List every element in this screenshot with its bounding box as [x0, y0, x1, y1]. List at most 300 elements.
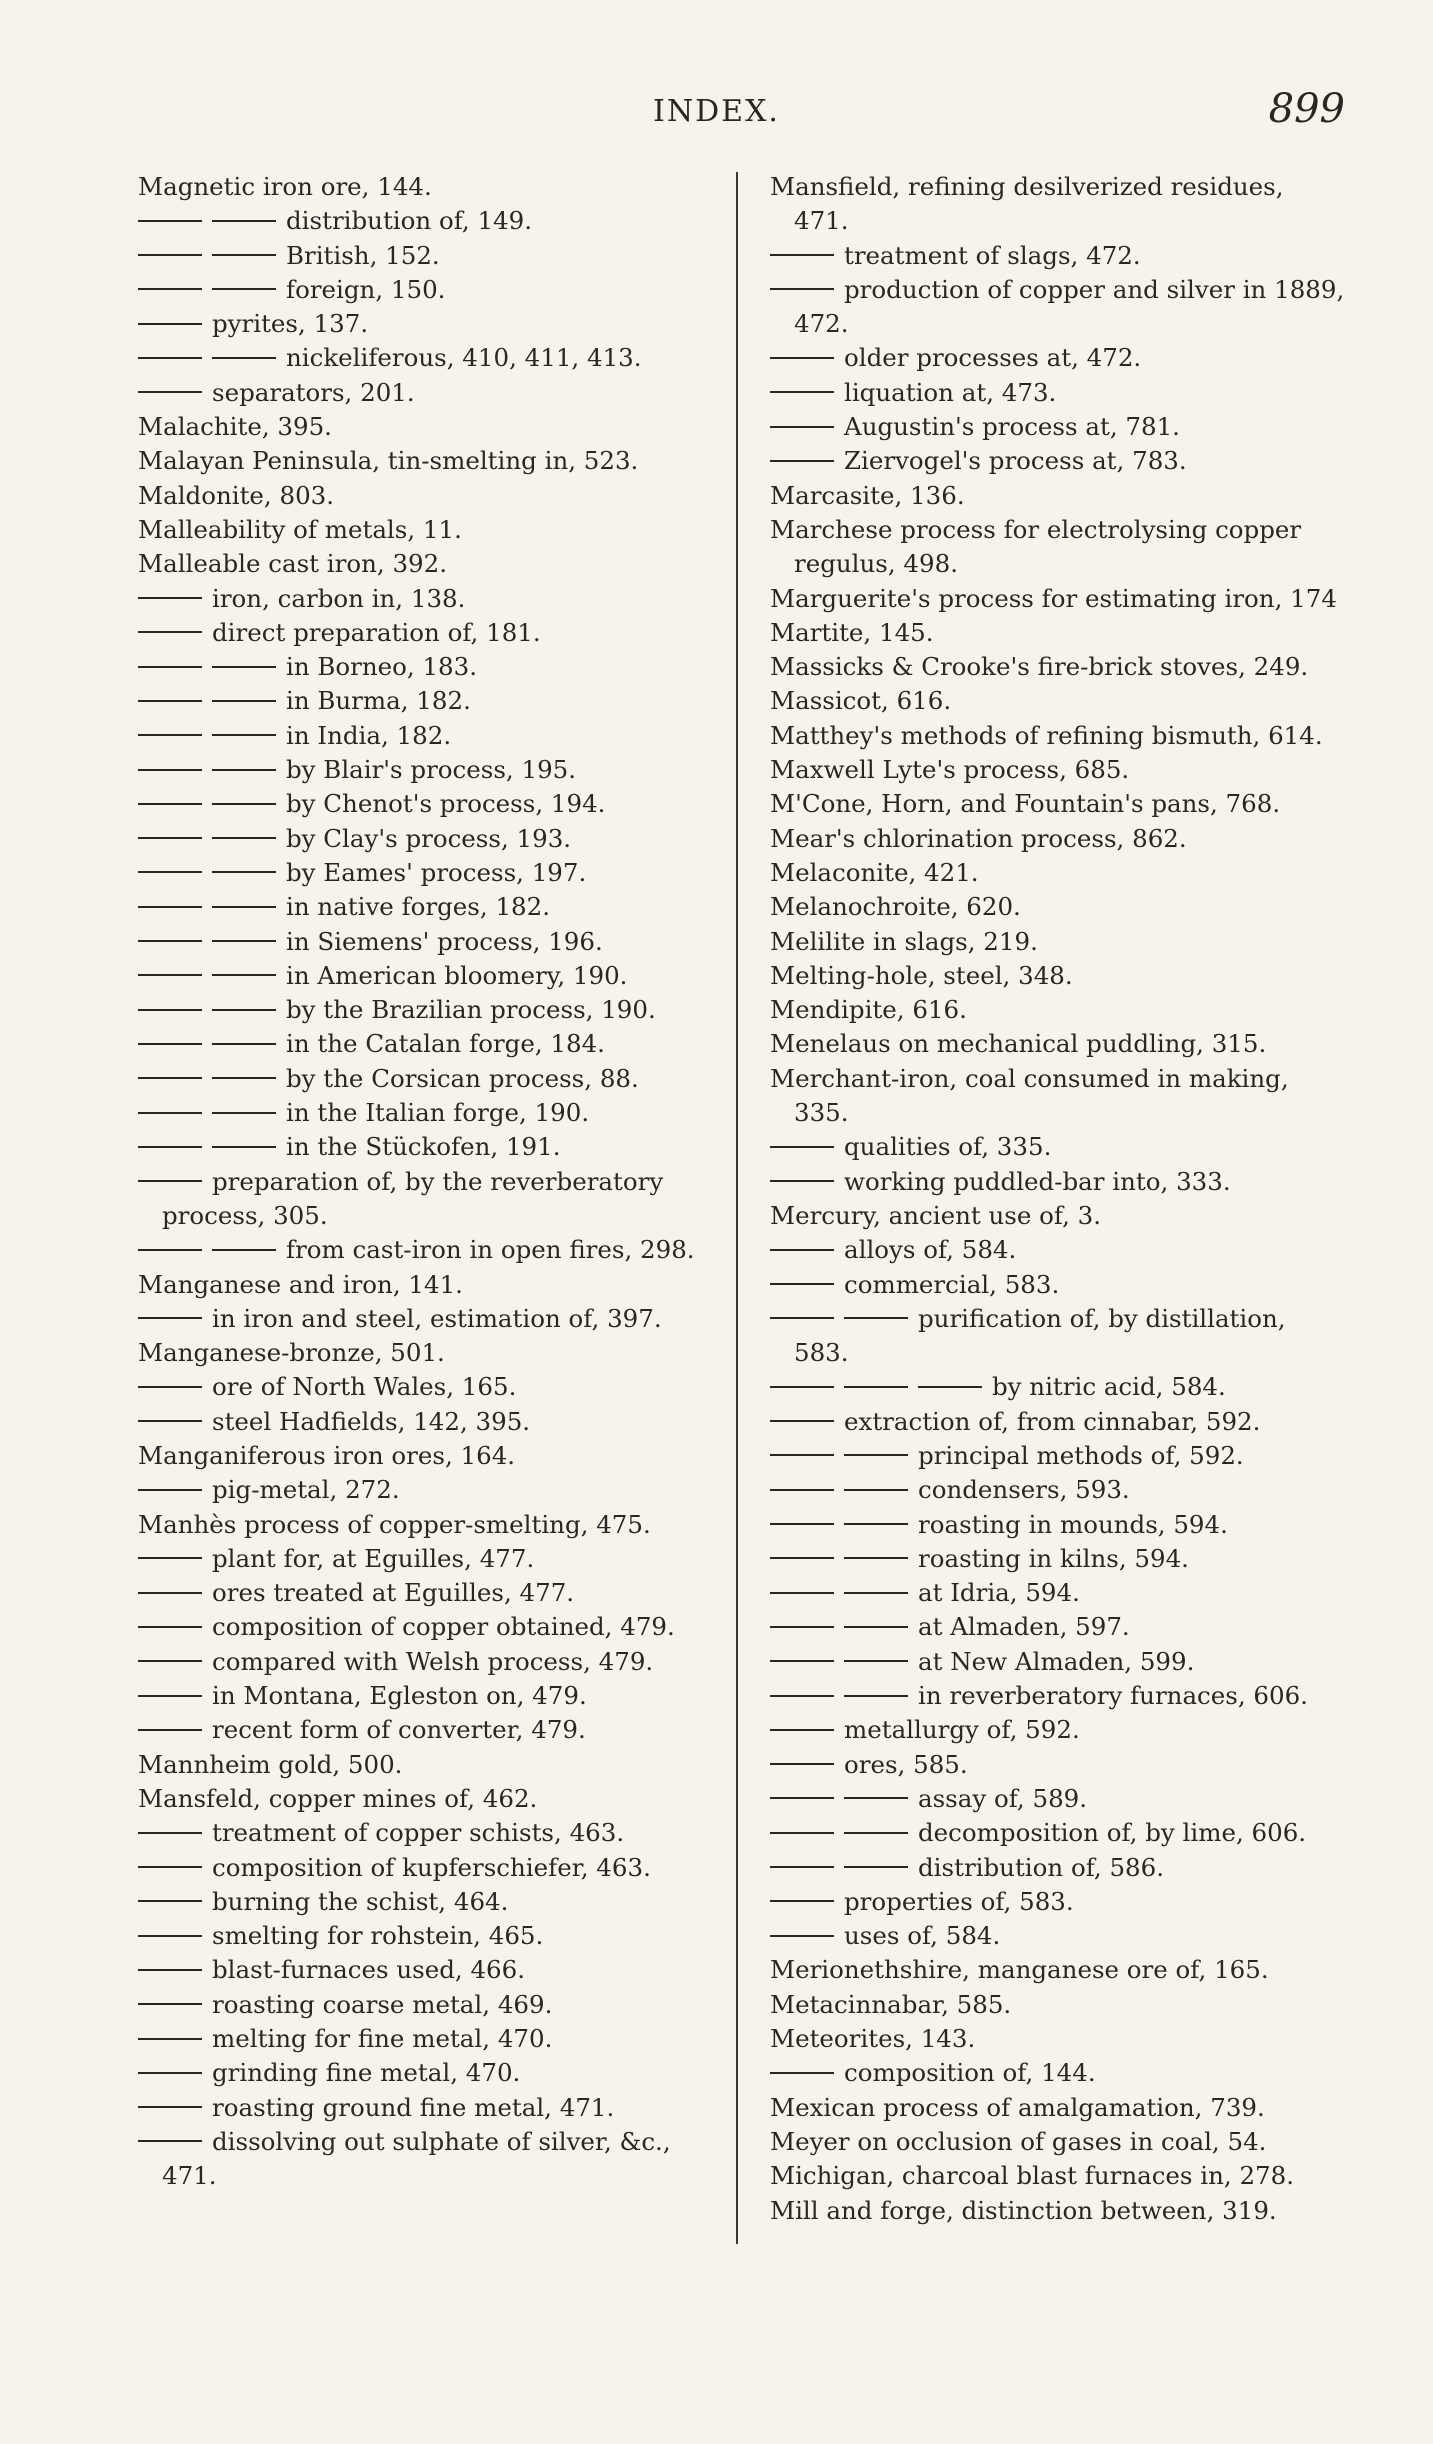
index-entry-text: Mansfeld, copper mines of, 462.: [138, 1783, 538, 1813]
index-entry: [138, 993, 728, 1027]
index-entry: [138, 959, 728, 993]
index-entry: [138, 1027, 728, 1061]
ditto-dash: [212, 666, 276, 668]
ditto-dash: [212, 974, 276, 976]
index-entry: [138, 1268, 728, 1302]
ditto-dash: [770, 1797, 834, 1799]
ditto-dash: [770, 1420, 834, 1422]
index-entry-text: Matthey's methods of refining bismuth, 614.: [770, 720, 1323, 750]
ditto-dash: [212, 1009, 276, 1011]
index-entry: [138, 1610, 728, 1644]
ditto-dash: [844, 1832, 908, 1834]
index-entry: [138, 1336, 728, 1370]
index-entry: [770, 1130, 1345, 1164]
index-entry-text: principal methods of, 592.: [918, 1440, 1244, 1470]
ditto-dash: [770, 1729, 834, 1731]
ditto-dash: [138, 666, 202, 668]
ditto-dash: [138, 2072, 202, 2074]
index-entry: [770, 376, 1345, 410]
index-column-right: [770, 170, 1345, 2228]
ditto-dash: [212, 803, 276, 805]
index-entry-text: in reverberatory furnaces, 606.: [918, 1681, 1308, 1711]
index-entry-text: blast-furnaces used, 466.: [212, 1955, 526, 1985]
index-entry: [770, 1233, 1345, 1267]
index-entry-text: M'Cone, Horn, and Fountain's pans, 768.: [770, 789, 1281, 819]
index-entry-text: Manganese and iron, 141.: [138, 1269, 463, 1299]
index-entry: [138, 547, 728, 581]
index-entry-text: recent form of converter, 479.: [212, 1715, 586, 1745]
index-entry: [770, 1576, 1345, 1610]
index-entry: [770, 2056, 1345, 2090]
ditto-dash: [770, 1454, 834, 1456]
index-entry-text: in the Italian forge, 190.: [286, 1098, 590, 1128]
ditto-dash: [212, 1146, 276, 1148]
index-entry-text: properties of, 583.: [844, 1886, 1074, 1916]
ditto-dash: [138, 1146, 202, 1148]
index-entry-text: pig-metal, 272.: [212, 1475, 400, 1505]
ditto-dash: [138, 1077, 202, 1079]
index-entry: [138, 753, 728, 787]
index-entry: [138, 684, 728, 718]
index-entry: [138, 1405, 728, 1439]
index-entry-text: roasting ground fine metal, 471.: [212, 2092, 615, 2122]
index-entry: [770, 719, 1345, 753]
ditto-dash: [138, 734, 202, 736]
index-entry: [138, 1370, 728, 1404]
index-entry-text: Martite, 145.: [770, 617, 934, 647]
ditto-dash: [212, 837, 276, 839]
index-entry: [138, 1679, 728, 1713]
index-entry-text: burning the schist, 464.: [212, 1886, 509, 1916]
ditto-dash: [770, 1935, 834, 1937]
ditto-dash: [844, 1797, 908, 1799]
index-entry-text: extraction of, from cinnabar, 592.: [844, 1406, 1261, 1436]
ditto-dash: [212, 1077, 276, 1079]
ditto-dash: [770, 1283, 834, 1285]
ditto-dash: [770, 357, 834, 359]
ditto-dash: [138, 1969, 202, 1971]
ditto-dash: [770, 1523, 834, 1525]
ditto-dash: [770, 1866, 834, 1868]
index-entry-text: Marchese process for electrolysing copper regulus, 498.: [770, 514, 1302, 579]
ditto-dash: [138, 1900, 202, 1902]
index-entry: [138, 1439, 728, 1473]
index-entry: [138, 2022, 728, 2056]
index-entry: [138, 1542, 728, 1576]
ditto-dash: [138, 1592, 202, 1594]
ditto-dash: [844, 1557, 908, 1559]
ditto-dash: [844, 1660, 908, 1662]
ditto-dash: [138, 1249, 202, 1251]
index-entry-text: Manganiferous iron ores, 164.: [138, 1440, 516, 1470]
ditto-dash: [138, 1832, 202, 1834]
index-entry-text: preparation of, by the reverberatory process, 305.: [162, 1166, 664, 1230]
ditto-dash: [770, 254, 834, 256]
index-entry-text: in the Catalan forge, 184.: [286, 1029, 605, 1059]
index-entry-text: Malleable cast iron, 392.: [138, 549, 448, 579]
index-entry: [770, 1679, 1345, 1713]
index-entry-text: composition of, 144.: [844, 2058, 1096, 2088]
ditto-dash: [138, 1112, 202, 1114]
ditto-dash: [138, 288, 202, 290]
index-entry: [770, 1027, 1345, 1061]
ditto-dash: [770, 460, 834, 462]
index-entry-text: in American bloomery, 190.: [286, 960, 628, 990]
index-entry: [770, 1302, 1345, 1371]
page-title: INDEX.: [653, 94, 780, 129]
index-entry-text: steel Hadfields, 142, 395.: [212, 1406, 531, 1436]
index-entry: [770, 479, 1345, 513]
index-entry: [138, 1302, 728, 1336]
index-entry-text: working puddled-bar into, 333.: [844, 1166, 1231, 1196]
index-entry-text: older processes at, 472.: [844, 343, 1142, 373]
index-entry: [138, 856, 728, 890]
ditto-dash: [770, 1180, 834, 1182]
ditto-dash: [844, 1626, 908, 1628]
index-entry-text: Augustin's process at, 781.: [844, 412, 1180, 442]
index-entry: [770, 993, 1345, 1027]
index-entry: [770, 1610, 1345, 1644]
index-entry: [770, 2194, 1345, 2228]
ditto-dash: [844, 1317, 908, 1319]
index-entry-text: in Burma, 182.: [286, 686, 471, 716]
index-entry-text: Meteorites, 143.: [770, 2024, 976, 2054]
index-entry: [770, 925, 1345, 959]
index-entry: [770, 444, 1345, 478]
ditto-dash: [138, 323, 202, 325]
index-entry: [138, 1782, 728, 1816]
index-entry-text: by the Brazilian process, 190.: [286, 995, 656, 1025]
index-entry: [770, 1062, 1345, 1131]
index-entry-text: alloys of, 584.: [844, 1235, 1017, 1265]
ditto-dash: [212, 1043, 276, 1045]
ditto-dash: [844, 1866, 908, 1868]
ditto-dash: [138, 1557, 202, 1559]
index-entry-text: grinding fine metal, 470.: [212, 2058, 521, 2088]
index-entry-text: smelting for rohstein, 465.: [212, 1921, 544, 1951]
ditto-dash: [770, 1592, 834, 1594]
index-entry-text: melting for fine metal, 470.: [212, 2024, 553, 2054]
index-entry-text: British, 152.: [286, 240, 440, 270]
ditto-dash: [138, 1317, 202, 1319]
index-entry-text: ores treated at Eguilles, 477.: [212, 1578, 575, 1608]
index-entry-text: Mercury, ancient use of, 3.: [770, 1200, 1102, 1230]
index-entry: [770, 787, 1345, 821]
ditto-dash: [212, 357, 276, 359]
ditto-dash: [844, 1386, 908, 1388]
index-entry: [770, 753, 1345, 787]
index-entry: [770, 1713, 1345, 1747]
index-entry-text: Maldonite, 803.: [138, 480, 335, 510]
index-entry: [770, 2022, 1345, 2056]
index-entry-text: in Siemens' process, 196.: [286, 926, 603, 956]
ditto-dash: [770, 391, 834, 393]
index-entry-text: by nitric acid, 584.: [992, 1372, 1226, 1402]
index-entry: [138, 479, 728, 513]
index-entry-text: in India, 182.: [286, 720, 452, 750]
index-entry-text: Massicot, 616.: [770, 686, 952, 716]
index-entry-text: uses of, 584.: [844, 1921, 1001, 1951]
ditto-dash: [138, 1935, 202, 1937]
index-entry: [138, 444, 728, 478]
index-entry: [138, 1713, 728, 1747]
ditto-dash: [844, 1454, 908, 1456]
ditto-dash: [138, 1420, 202, 1422]
ditto-dash: [138, 803, 202, 805]
index-entry: [770, 1542, 1345, 1576]
index-entry: [138, 273, 728, 307]
index-entry-text: Merchant-iron, coal consumed in making, 335.: [770, 1063, 1289, 1128]
ditto-dash: [138, 906, 202, 908]
index-entry: [770, 856, 1345, 890]
index-entry-text: Mansfield, refining desilverized residues, 471.: [770, 172, 1284, 236]
index-entry-text: in the Stückofen, 191.: [286, 1132, 561, 1162]
ditto-dash: [770, 288, 834, 290]
index-entry-text: Massicks & Crooke's fire-brick stoves, 249.: [770, 652, 1309, 682]
ditto-dash: [770, 1386, 834, 1388]
ditto-dash: [770, 1660, 834, 1662]
index-entry: [138, 1816, 728, 1850]
ditto-dash: [138, 2003, 202, 2005]
index-entry-text: Mear's chlorination process, 862.: [770, 823, 1187, 853]
ditto-dash: [212, 220, 276, 222]
ditto-dash: [138, 1729, 202, 1731]
index-entry-text: composition of copper obtained, 479.: [212, 1612, 675, 1642]
index-entry-text: in Borneo, 183.: [286, 652, 478, 682]
ditto-dash: [138, 1489, 202, 1491]
index-entry-text: by Clay's process, 193.: [286, 823, 572, 853]
index-entry-text: distribution of, 149.: [286, 206, 533, 236]
ditto-dash: [138, 700, 202, 702]
index-entry: [770, 1645, 1345, 1679]
index-entry-text: direct preparation of, 181.: [212, 617, 541, 647]
index-entry-text: at Almaden, 597.: [918, 1612, 1130, 1642]
index-entry-text: from cast-iron in open fires, 298.: [286, 1235, 695, 1265]
index-entry: [138, 1062, 728, 1096]
ditto-dash: [138, 1180, 202, 1182]
index-entry: [770, 1268, 1345, 1302]
index-entry: [138, 376, 728, 410]
page-header: [0, 86, 1433, 146]
ditto-dash: [770, 1695, 834, 1697]
index-entry: [138, 513, 728, 547]
ditto-dash: [212, 254, 276, 256]
ditto-dash: [844, 1695, 908, 1697]
index-entry-text: Melaconite, 421.: [770, 857, 979, 887]
ditto-dash: [138, 2106, 202, 2108]
index-entry: [138, 822, 728, 856]
index-entry-text: roasting in mounds, 594.: [918, 1509, 1228, 1539]
ditto-dash: [770, 1626, 834, 1628]
index-entry-text: Mexican process of amalgamation, 739.: [770, 2092, 1265, 2122]
index-entry: [770, 1782, 1345, 1816]
index-entry: [138, 1473, 728, 1507]
index-entry: [138, 1919, 728, 1953]
ditto-dash: [138, 357, 202, 359]
ditto-dash: [844, 1592, 908, 1594]
index-entry: [770, 513, 1345, 582]
ditto-dash: [138, 1043, 202, 1045]
ditto-dash: [770, 1763, 834, 1765]
ditto-dash: [212, 1112, 276, 1114]
index-entry-text: plant for, at Eguilles, 477.: [212, 1543, 535, 1573]
index-entry: [138, 410, 728, 444]
index-entry-text: Malleability of metals, 11.: [138, 514, 462, 544]
index-entry: [770, 1953, 1345, 1987]
index-entry-text: by Eames' process, 197.: [286, 857, 587, 887]
index-entry-text: Maxwell Lyte's process, 685.: [770, 755, 1130, 785]
ditto-dash: [770, 1832, 834, 1834]
ditto-dash: [138, 1386, 202, 1388]
index-entry-text: iron, carbon in, 138.: [212, 583, 466, 613]
index-entry: [138, 1851, 728, 1885]
index-entry-text: in iron and steel, estimation of, 397.: [212, 1303, 662, 1333]
index-entry: [138, 925, 728, 959]
ditto-dash: [138, 769, 202, 771]
index-entry-text: roasting coarse metal, 469.: [212, 1989, 553, 2019]
index-entry-text: decomposition of, by lime, 606.: [918, 1818, 1307, 1848]
ditto-dash: [138, 391, 202, 393]
index-entry-text: Mill and forge, distinction between, 319.: [770, 2195, 1277, 2225]
index-entry: [138, 1130, 728, 1164]
index-entry-text: Melting-hole, steel, 348.: [770, 960, 1073, 990]
index-entry-text: by Blair's process, 195.: [286, 755, 577, 785]
ditto-dash: [138, 597, 202, 599]
ditto-dash: [138, 631, 202, 633]
ditto-dash: [138, 1009, 202, 1011]
ditto-dash: [138, 974, 202, 976]
ditto-dash: [212, 288, 276, 290]
index-entry: [138, 787, 728, 821]
index-entry-text: Menelaus on mechanical puddling, 315.: [770, 1029, 1267, 1059]
ditto-dash: [138, 1626, 202, 1628]
index-entry: [770, 1370, 1345, 1404]
index-entry-text: Ziervogel's process at, 783.: [844, 446, 1187, 476]
index-entry: [138, 1165, 728, 1234]
index-entry: [138, 1885, 728, 1919]
index-entry-text: separators, 201.: [212, 377, 415, 407]
index-entry-text: Mendipite, 616.: [770, 995, 967, 1025]
index-entry: [770, 239, 1345, 273]
index-entry-text: Mannheim gold, 500.: [138, 1749, 403, 1779]
index-entry: [138, 204, 728, 238]
index-entry-text: by the Corsican process, 88.: [286, 1063, 639, 1093]
index-entry: [770, 2125, 1345, 2159]
ditto-dash: [844, 1489, 908, 1491]
index-entry: [770, 1919, 1345, 1953]
index-entry: [770, 273, 1345, 342]
ditto-dash: [138, 837, 202, 839]
index-entry-text: composition of kupferschiefer, 463.: [212, 1852, 651, 1882]
ditto-dash: [212, 871, 276, 873]
index-entry: [770, 1405, 1345, 1439]
index-entry-text: Magnetic iron ore, 144.: [138, 172, 432, 201]
index-entry-text: metallurgy of, 592.: [844, 1715, 1080, 1745]
ditto-dash: [918, 1386, 982, 1388]
index-entry: [138, 1096, 728, 1130]
index-entry-text: in native forges, 182.: [286, 892, 551, 922]
index-entry-text: Michigan, charcoal blast furnaces in, 278.: [770, 2161, 1295, 2191]
index-entry-text: roasting in kilns, 594.: [918, 1543, 1189, 1573]
ditto-dash: [212, 700, 276, 702]
column-divider: [736, 172, 738, 2244]
ditto-dash: [212, 906, 276, 908]
index-entry-text: distribution of, 586.: [918, 1852, 1165, 1882]
index-entry-text: qualities of, 335.: [844, 1132, 1052, 1162]
index-entry: [770, 341, 1345, 375]
index-entry-text: Marguerite's process for estimating iron, 174: [770, 583, 1337, 613]
ditto-dash: [770, 1557, 834, 1559]
index-entry-text: Malachite, 395.: [138, 412, 332, 442]
index-entry-text: production of copper and silver in 1889, 472.: [794, 274, 1345, 339]
index-entry-text: Manhès process of copper-smelting, 475.: [138, 1509, 651, 1539]
ditto-dash: [138, 2140, 202, 2142]
index-entry: [138, 650, 728, 684]
ditto-dash: [770, 1489, 834, 1491]
index-entry: [138, 616, 728, 650]
index-entry: [770, 410, 1345, 444]
ditto-dash: [138, 2038, 202, 2040]
index-entry-text: purification of, by distillation, 583.: [794, 1303, 1286, 1368]
ditto-dash: [770, 426, 834, 428]
index-entry: [138, 890, 728, 924]
index-entry-text: treatment of slags, 472.: [844, 240, 1141, 270]
index-entry: [770, 650, 1345, 684]
ditto-dash: [138, 1866, 202, 1868]
ditto-dash: [770, 1249, 834, 1251]
index-entry-text: Malayan Peninsula, tin-smelting in, 523.: [138, 446, 639, 476]
ditto-dash: [212, 940, 276, 942]
index-entry: [770, 1165, 1345, 1199]
index-entry: [770, 1748, 1345, 1782]
ditto-dash: [138, 1695, 202, 1697]
index-entry-text: Melanochroite, 620.: [770, 892, 1021, 922]
index-entry-text: dissolving out sulphate of silver, &c., 471.: [162, 2126, 671, 2191]
index-entry-text: commercial, 583.: [844, 1269, 1060, 1299]
index-entry-text: by Chenot's process, 194.: [286, 789, 606, 819]
index-entry: [770, 616, 1345, 650]
index-entry: [138, 1576, 728, 1610]
index-entry-text: treatment of copper schists, 463.: [212, 1818, 625, 1848]
index-entry-text: condensers, 593.: [918, 1475, 1130, 1505]
index-entry: [770, 1851, 1345, 1885]
index-entry: [138, 719, 728, 753]
index-entry: [138, 307, 728, 341]
index-entry: [770, 1199, 1345, 1233]
ditto-dash: [138, 1660, 202, 1662]
index-entry: [770, 582, 1345, 616]
index-entry: [770, 2091, 1345, 2125]
index-entry: [138, 1233, 728, 1267]
ditto-dash: [212, 734, 276, 736]
index-entry: [138, 170, 728, 204]
index-entry-text: ore of North Wales, 165.: [212, 1372, 517, 1402]
index-entry: [138, 2091, 728, 2125]
index-entry-text: assay of, 589.: [918, 1783, 1088, 1813]
index-entry: [138, 1748, 728, 1782]
index-entry: [770, 1988, 1345, 2022]
index-entry: [770, 2159, 1345, 2193]
index-entry: [138, 341, 728, 375]
index-entry-text: Manganese-bronze, 501.: [138, 1338, 445, 1368]
index-entry: [770, 1816, 1345, 1850]
index-entry: [138, 1953, 728, 1987]
ditto-dash: [138, 940, 202, 942]
ditto-dash: [770, 1900, 834, 1902]
ditto-dash: [770, 2072, 834, 2074]
ditto-dash: [138, 220, 202, 222]
index-entry: [138, 2125, 728, 2194]
